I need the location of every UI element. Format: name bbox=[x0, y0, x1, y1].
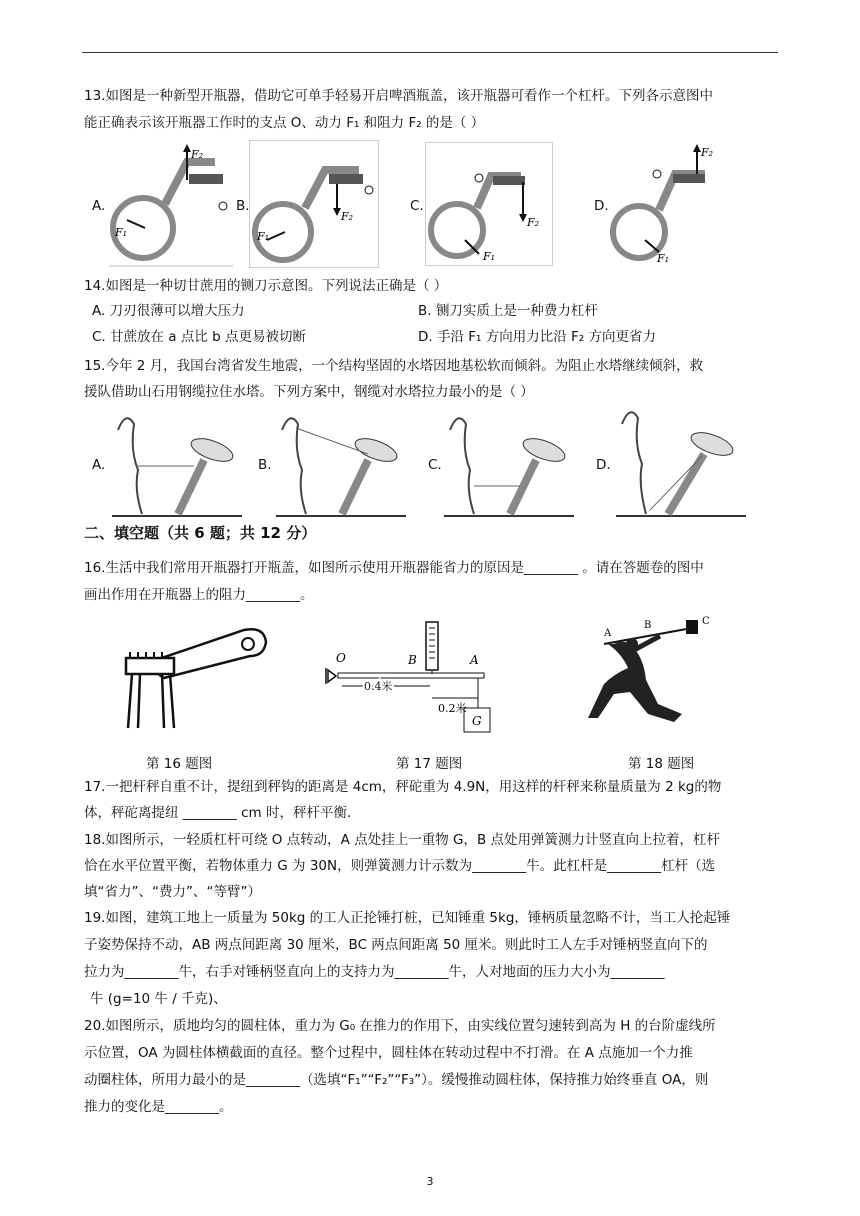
q13c-f2-label: F₂ bbox=[527, 216, 540, 229]
q18-text-line2: 恰在水平位置平衡，若物体重力 G 为 30N，则弹簧测力计示数为________牛。此杠杆是________杠杆（选 bbox=[84, 858, 716, 874]
q13a-f1-label: F₁ bbox=[115, 226, 128, 239]
q13-figure-d bbox=[605, 140, 725, 268]
q19-text-line2: 子姿势保持不动，AB 两点间距离 30 厘米，BC 两点间距离 50 厘米。则此时工人左手对锤柄竖直向下的 bbox=[84, 937, 708, 953]
q13-figure-b bbox=[249, 140, 379, 268]
q15-option-c: C. bbox=[428, 457, 442, 473]
q15-figure-a bbox=[108, 410, 244, 518]
q13a-f2-label: F₂ bbox=[191, 148, 204, 161]
q16-text-line2: 画出作用在开瓶器上的阻力________。 bbox=[84, 587, 314, 603]
fig17-dist-04: 0.4米 bbox=[364, 680, 393, 693]
q13-option-c: C. bbox=[410, 198, 424, 214]
fig18-label-a: A bbox=[604, 628, 612, 639]
q14-option-a: A. 刀刃很薄可以增大压力 bbox=[92, 303, 245, 319]
q15-figure-c bbox=[440, 410, 576, 518]
q20-text-line3: 动圈柱体，所用力最小的是________（选填“F₁”“F₂”“F₃”）。缓慢推动圆柱体，保持推力始终垂直 OA，则 bbox=[84, 1072, 709, 1088]
q13c-f1-label: F₁ bbox=[483, 250, 496, 263]
fig18-worker bbox=[574, 614, 722, 730]
q14-option-b: B. 铡刀实质上是一种费力杠杆 bbox=[418, 303, 598, 319]
q14-text: 14.如图是一种切甘蔗用的铡刀示意图。下列说法正确是（ ） bbox=[84, 278, 448, 294]
q13-figure-c bbox=[425, 142, 553, 266]
q18-text-line3: 填“省力”、“费力”、“等臂”） bbox=[84, 884, 261, 900]
q17-text-line1: 17.一把杆秤自重不计，提纽到秤钩的距离是 4cm，秤砣重为 4.9N，用这样的杆秤来称量质量为 2 kg的物 bbox=[84, 779, 722, 795]
page-number: 3 bbox=[426, 1175, 434, 1188]
fig18-label-c: C bbox=[702, 616, 710, 627]
fig17-lever bbox=[322, 618, 492, 736]
q15-option-a: A. bbox=[92, 457, 106, 473]
q13d-f2-label: F₂ bbox=[701, 146, 714, 159]
q15-text-line1: 15.今年 2 月，我国台湾省发生地震，一个结构坚固的水塔因地基松软而倾斜。为阻止水塔继续倾斜，救 bbox=[84, 358, 704, 374]
q15-figure-b bbox=[272, 410, 408, 518]
q13-figure-a bbox=[105, 140, 235, 268]
q15-option-b: B. bbox=[258, 457, 272, 473]
q19-text-line1: 19.如图，建筑工地上一质量为 50kg 的工人正抡锤打桩，已知锤重 5kg，锤柄质量忽略不计，当工人抡起锤 bbox=[84, 910, 731, 926]
fig16-bottle-opener bbox=[118, 622, 274, 730]
q18-text-line1: 18.如图所示，一轻质杠杆可绕 O 点转动，A 点处挂上一重物 G，B 点处用弹簧测力计竖直向上拉着，杠杆 bbox=[84, 832, 721, 848]
q13b-f2-label: F₂ bbox=[341, 210, 354, 223]
header-rule bbox=[82, 52, 778, 53]
q15-text-line2: 援队借助山石用钢缆拉住水塔。下列方案中，钢缆对水塔拉力最小的是（ ） bbox=[84, 384, 534, 400]
q19-text-line3: 拉力为________牛，右手对锤柄竖直向上的支持力为________牛，人对地面的压力大小为________ bbox=[84, 964, 665, 980]
q14-option-d: D. 手沿 F₁ 方向用力比沿 F₂ 方向更省力 bbox=[418, 329, 656, 345]
fig18-caption: 第 18 题图 bbox=[628, 756, 695, 772]
q15-figure-d bbox=[612, 404, 748, 518]
fig17-dist-02: 0.2米 bbox=[438, 702, 467, 715]
q20-text-line1: 20.如图所示，质地均匀的圆柱体，重力为 G₀ 在推力的作用下，由实线位置匀速转到高为 H 的台阶虚线所 bbox=[84, 1018, 716, 1034]
q19-text-line4: 牛 (g=10 牛 / 千克)、 bbox=[90, 991, 227, 1007]
q15-option-d: D. bbox=[596, 457, 611, 473]
section-heading: 二、填空题（共 6 题；共 12 分） bbox=[84, 524, 317, 542]
q20-text-line4: 推力的变化是________。 bbox=[84, 1099, 233, 1115]
fig17-label-o: O bbox=[336, 651, 346, 665]
q13-text-line2: 能正确表示该开瓶器工作时的支点 O、动力 F₁ 和阻力 F₂ 的是（ ） bbox=[84, 115, 485, 131]
q13-option-d: D. bbox=[594, 198, 609, 214]
fig17-label-b: B bbox=[408, 653, 417, 667]
fig17-label-a: A bbox=[470, 653, 479, 667]
fig17-label-g: G bbox=[472, 714, 482, 728]
q16-text-line1: 16.生活中我们常用开瓶器打开瓶盖，如图所示使用开瓶器能省力的原因是________ 。请在答题卷的图中 bbox=[84, 560, 704, 576]
q17-text-line2: 体，秤砣离提纽 ________ cm 时，秤杆平衡. bbox=[84, 805, 352, 821]
q13b-f1-label: F₁ bbox=[257, 230, 270, 243]
q14-option-c: C. 甘蔗放在 a 点比 b 点更易被切断 bbox=[92, 329, 307, 345]
q20-text-line2: 示位置，OA 为圆柱体横截面的直径。整个过程中，圆柱体在转动过程中不打滑。在 A 点施加一个力推 bbox=[84, 1045, 693, 1061]
q13-option-a: A. bbox=[92, 198, 106, 214]
q13d-f1-label: F₁ bbox=[657, 252, 670, 265]
q13-text-line1: 13.如图是一种新型开瓶器，借助它可单手轻易开启啤酒瓶盖，该开瓶器可看作一个杠杆。下列各示意图中 bbox=[84, 88, 713, 104]
q13-option-b: B. bbox=[236, 198, 250, 214]
fig16-caption: 第 16 题图 bbox=[146, 756, 213, 772]
fig18-label-b: B bbox=[644, 620, 652, 631]
fig17-caption: 第 17 题图 bbox=[396, 756, 463, 772]
